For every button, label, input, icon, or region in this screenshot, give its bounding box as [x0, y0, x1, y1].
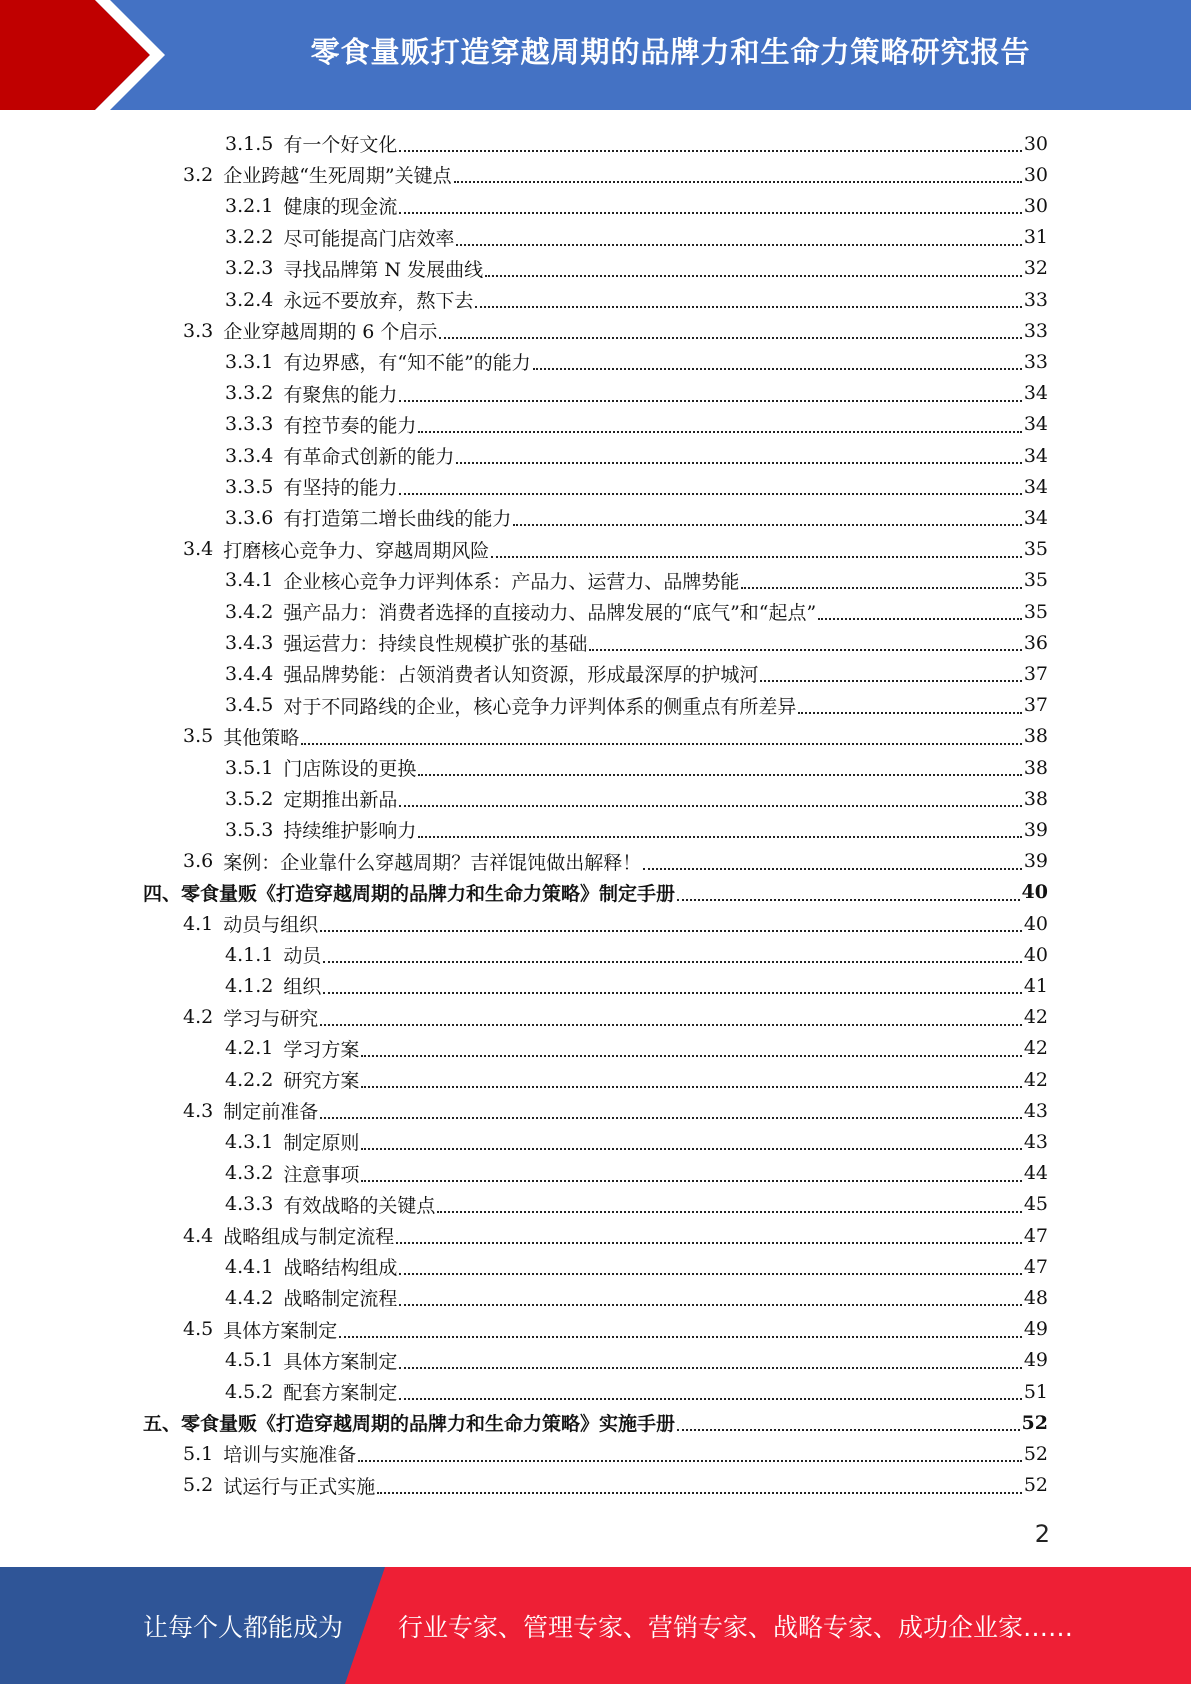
toc-dot-leader [475, 305, 1021, 308]
toc-entry-title: 试运行与正式实施 [223, 1475, 376, 1498]
toc-dot-leader [589, 648, 1021, 651]
toc-entry-number: 4.3.3 [225, 1193, 274, 1216]
toc-entry[interactable] [225, 939, 1048, 970]
toc-dot-leader [377, 1491, 1022, 1494]
toc-entry-page: 38 [1023, 756, 1048, 779]
toc-entry-title: 培训与实施准备 [223, 1444, 357, 1467]
toc-dot-leader [361, 1054, 1021, 1057]
toc-entry-title: 其他策略 [223, 726, 300, 749]
toc-dot-leader [399, 1366, 1021, 1369]
toc-entry-number: 3.3.6 [225, 506, 274, 529]
toc-entry[interactable] [225, 658, 1048, 689]
toc-entry-title: 有聚焦的能力 [283, 383, 398, 406]
toc-entry-number: 4.3 [183, 1099, 214, 1122]
toc-entry-title: 持续维护影响力 [283, 820, 417, 843]
toc-entry[interactable] [183, 534, 1048, 565]
toc-dot-leader [361, 1085, 1021, 1088]
toc-entry[interactable] [143, 877, 1048, 908]
toc-entry-number: 4.3.1 [225, 1130, 274, 1153]
toc-entry-number: 3.5.2 [225, 787, 274, 810]
toc-dot-leader [399, 399, 1021, 402]
toc-entry-title: 动员 [283, 945, 322, 968]
toc-entry-page: 44 [1023, 1162, 1048, 1185]
toc-entry[interactable] [183, 1438, 1048, 1469]
toc-entry-number: 3.5.1 [225, 756, 274, 779]
toc-dot-leader [301, 742, 1022, 745]
toc-entry[interactable] [225, 440, 1048, 471]
toc-entry-title: 有打造第二增长曲线的能力 [283, 508, 512, 531]
toc-entry-number: 3.3.4 [225, 444, 274, 467]
toc-entry-page: 35 [1023, 600, 1048, 623]
toc-entry[interactable] [225, 1282, 1048, 1313]
toc-dot-leader [399, 149, 1021, 152]
toc-entry-page: 34 [1023, 506, 1048, 529]
toc-entry[interactable] [225, 1158, 1048, 1189]
footer-banner [0, 1567, 1191, 1684]
toc-entry[interactable] [183, 721, 1048, 752]
toc-entry-page: 37 [1023, 694, 1048, 717]
toc-dot-leader [418, 430, 1021, 433]
toc-entry-title: 战略制定流程 [283, 1288, 398, 1311]
toc-entry-title: 配套方案制定 [283, 1382, 398, 1404]
toc-dot-leader [358, 1459, 1022, 1462]
toc-entry-number: 3.4.1 [225, 569, 274, 592]
toc-dot-leader [643, 867, 1022, 870]
toc-dot-leader [677, 1428, 1020, 1431]
footer-slogan-right: 行业专家、管理专家、营销专家、战略专家、成功企业家…… [398, 1612, 1074, 1642]
toc-entry-number: 4.2.1 [225, 1037, 274, 1060]
toc-entry-title: 注意事项 [283, 1163, 360, 1186]
toc-entry-title: 研究方案 [283, 1070, 360, 1092]
toc-entry-number: 4.4.2 [225, 1286, 274, 1309]
toc-entry-page: 42 [1023, 1068, 1048, 1091]
toc-entry-number: 4.2 [183, 1006, 214, 1029]
toc-entry-title: 有革命式创新的能力 [283, 446, 455, 468]
toc-entry-title: 有坚持的能力 [283, 477, 398, 500]
toc-entry-page: 30 [1023, 194, 1048, 217]
toc-dot-leader [399, 492, 1021, 495]
toc-entry-number: 3.3.2 [225, 382, 274, 405]
toc-dot-leader [454, 180, 1022, 183]
toc-entry[interactable] [183, 1220, 1048, 1251]
toc-entry-title: 战略结构组成 [283, 1257, 398, 1280]
toc-entry-page: 38 [1023, 725, 1048, 748]
toc-entry-number: 3.4.3 [225, 631, 274, 654]
toc-entry-title: 企业穿越周期的 6 个启示 [223, 321, 438, 344]
toc-entry-page: 40 [1023, 912, 1048, 935]
toc-entry[interactable] [225, 409, 1048, 440]
toc-entry[interactable] [225, 1064, 1048, 1095]
toc-entry-number: 3.2.1 [225, 194, 274, 217]
toc-entry-title: 企业跨越“生死周期”关键点 [223, 165, 452, 188]
toc-entry-page: 51 [1023, 1380, 1048, 1403]
toc-entry-title: 寻找品牌第 N 发展曲线 [283, 258, 484, 281]
toc-entry[interactable] [225, 596, 1048, 627]
toc-entry-number: 3.3.1 [225, 350, 274, 373]
toc-entry-number: 4.1 [183, 912, 214, 935]
toc-entry[interactable] [225, 627, 1048, 658]
toc-entry[interactable] [225, 378, 1048, 409]
toc-entry[interactable] [225, 502, 1048, 533]
toc-entry[interactable] [225, 222, 1048, 253]
toc-entry-title: 永远不要放弃，熬下去 [283, 290, 474, 312]
toc-entry-page: 41 [1023, 974, 1048, 997]
toc-entry-number: 3.3.5 [225, 475, 274, 498]
toc-dot-leader [320, 1023, 1022, 1026]
toc-dot-leader [418, 773, 1021, 776]
toc-entry-title: 学习方案 [283, 1038, 360, 1061]
toc-entry-number: 3.4.2 [225, 600, 274, 623]
toc-entry-page: 47 [1023, 1224, 1048, 1247]
toc-entry-title: 门店陈设的更换 [283, 758, 417, 780]
toc-entry-page: 52 [1023, 1442, 1048, 1465]
toc-entry-page: 30 [1023, 132, 1048, 155]
toc-entry[interactable] [183, 1095, 1048, 1126]
toc-entry-number: 3.4 [183, 538, 214, 561]
toc-entry-title: 健康的现金流 [283, 196, 398, 219]
toc-entry-page: 32 [1023, 257, 1048, 280]
toc-entry-page: 34 [1023, 475, 1048, 498]
toc-entry-number: 3.4.5 [225, 694, 274, 717]
toc-entry-page: 34 [1023, 444, 1048, 467]
toc-dot-leader [439, 336, 1021, 339]
toc-entry-page: 31 [1023, 226, 1048, 249]
toc-entry[interactable] [225, 190, 1048, 221]
toc-entry[interactable] [225, 783, 1048, 814]
toc-entry-page: 34 [1023, 382, 1048, 405]
toc-entry[interactable] [225, 970, 1048, 1001]
toc-entry-title: 学习与研究 [223, 1007, 319, 1030]
toc-entry-title: 尽可能提高门店效率 [283, 227, 455, 250]
toc-entry-number: 3.1.5 [225, 132, 274, 155]
toc-dot-leader [323, 960, 1021, 963]
toc-entry[interactable] [225, 1376, 1048, 1407]
toc-entry-number: 3.5 [183, 725, 214, 748]
toc-entry-title: 动员与组织 [223, 914, 319, 936]
toc-entry-page: 48 [1023, 1286, 1048, 1309]
toc-dot-leader [677, 898, 1020, 901]
toc-dot-leader [418, 835, 1021, 838]
toc-entry-number: 5.2 [183, 1474, 214, 1497]
toc-entry[interactable] [183, 1314, 1048, 1345]
toc-dot-leader [741, 586, 1021, 589]
toc-entry[interactable] [225, 1345, 1048, 1376]
toc-entry[interactable] [225, 565, 1048, 596]
toc-dot-leader [399, 211, 1021, 214]
toc-dot-leader [396, 1241, 1022, 1244]
toc-entry[interactable] [225, 1189, 1048, 1220]
toc-entry-title: 企业核心竞争力评判体系：产品力、运营力、品牌势能 [283, 570, 740, 593]
document-title: 零食量贩打造穿越周期的品牌力和生命力策略研究报告 [310, 34, 1031, 69]
toc-entry[interactable] [225, 128, 1048, 159]
toc-entry-page: 35 [1023, 538, 1048, 561]
toc-dot-leader [818, 617, 1022, 620]
toc-entry-page: 49 [1023, 1318, 1048, 1341]
toc-dot-leader [339, 1335, 1022, 1338]
toc-dot-leader [456, 461, 1021, 464]
toc-entry-page: 38 [1023, 787, 1048, 810]
toc-dot-leader [798, 711, 1021, 714]
toc-entry-page: 52 [1021, 1411, 1048, 1434]
toc-entry[interactable] [183, 1470, 1048, 1501]
toc-dot-leader [320, 929, 1022, 932]
toc-entry-number: 4.3.2 [225, 1162, 274, 1185]
toc-entry-page: 36 [1023, 631, 1048, 654]
toc-entry-title: 战略组成与制定流程 [223, 1226, 395, 1248]
toc-entry-number: 3.2 [183, 163, 214, 186]
toc-entry-page: 49 [1023, 1349, 1048, 1372]
toc-entry-title: 对于不同路线的企业，核心竞争力评判体系的侧重点有所差异 [283, 695, 797, 718]
toc-dot-leader [760, 679, 1021, 682]
toc-dot-leader [456, 243, 1021, 246]
toc-entry-title: 五、零食量贩《打造穿越周期的品牌力和生命力策略》实施手册 [143, 1413, 676, 1436]
toc-entry[interactable] [225, 814, 1048, 845]
toc-dot-leader [320, 1116, 1022, 1119]
toc-entry-title: 定期推出新品 [283, 789, 398, 812]
toc-entry-title: 有边界感，有“知不能”的能力 [283, 352, 531, 375]
toc-entry[interactable] [225, 690, 1048, 721]
toc-entry-title: 制定前准备 [223, 1101, 319, 1124]
toc-entry-number: 4.5 [183, 1318, 214, 1341]
toc-entry-title: 打磨核心竞争力、穿越周期风险 [223, 539, 490, 562]
toc-entry-title: 强产品力：消费者选择的直接动力、品牌发展的“底气”和“起点” [283, 602, 817, 624]
toc-entry[interactable] [225, 346, 1048, 377]
toc-entry-page: 43 [1023, 1130, 1048, 1153]
toc-entry-number: 3.6 [183, 850, 214, 873]
toc-entry-number: 4.5.1 [225, 1349, 274, 1372]
toc-dot-leader [513, 523, 1021, 526]
toc-entry-title: 制定原则 [283, 1132, 360, 1155]
toc-entry[interactable] [225, 1126, 1048, 1157]
toc-entry-title: 具体方案制定 [283, 1350, 398, 1373]
toc-entry[interactable] [225, 1251, 1048, 1282]
toc-entry-number: 4.4 [183, 1224, 214, 1247]
toc-dot-leader [491, 555, 1022, 558]
toc-entry[interactable] [225, 471, 1048, 502]
toc-entry-page: 45 [1023, 1193, 1048, 1216]
toc-entry-number: 4.4.1 [225, 1255, 274, 1278]
toc-entry-page: 39 [1023, 818, 1048, 841]
toc-entry-title: 案例：企业靠什么穿越周期？吉祥馄饨做出解释！ [223, 851, 642, 874]
toc-entry-page: 52 [1023, 1474, 1048, 1497]
footer-slogan-left: 让每个人都能成为 [143, 1612, 344, 1642]
toc-entry-number: 3.2.4 [225, 288, 274, 311]
toc-entry-page: 47 [1023, 1255, 1048, 1278]
toc-entry[interactable] [225, 1033, 1048, 1064]
toc-entry[interactable] [225, 253, 1048, 284]
toc-entry-number: 3.3 [183, 319, 214, 342]
toc-entry-page: 33 [1023, 319, 1048, 342]
toc-dot-leader [437, 1210, 1021, 1213]
toc-entry[interactable] [183, 159, 1048, 190]
toc-entry-title: 有效战略的关键点 [283, 1194, 436, 1217]
toc-dot-leader [399, 804, 1021, 807]
toc-entry-number: 4.1.1 [225, 943, 274, 966]
toc-entry[interactable] [183, 1002, 1048, 1033]
toc-entry-page: 33 [1023, 350, 1048, 373]
toc-dot-leader [323, 991, 1021, 994]
toc-entry-number: 3.5.3 [225, 818, 274, 841]
toc-entry[interactable] [225, 752, 1048, 783]
toc-entry-page: 37 [1023, 662, 1048, 685]
toc-dot-leader [485, 274, 1022, 277]
toc-entry-number: 3.2.3 [225, 257, 274, 280]
toc-entry-title: 具体方案制定 [223, 1319, 338, 1342]
toc-entry[interactable] [225, 284, 1048, 315]
toc-entry[interactable] [183, 846, 1048, 877]
toc-entry-title: 有控节奏的能力 [283, 414, 417, 437]
toc-entry-number: 3.4.4 [225, 662, 274, 685]
toc-entry-number: 4.2.2 [225, 1068, 274, 1091]
toc-entry[interactable] [183, 908, 1048, 939]
toc-entry-number: 4.5.2 [225, 1380, 274, 1403]
toc-dot-leader [399, 1303, 1021, 1306]
toc-entry-number: 5.1 [183, 1442, 214, 1465]
page-number: 2 [1034, 1520, 1050, 1548]
toc-entry-page: 42 [1023, 1006, 1048, 1029]
toc-entry-page: 30 [1023, 163, 1048, 186]
toc-dot-leader [361, 1179, 1021, 1182]
toc-entry-page: 39 [1023, 850, 1048, 873]
toc-entry-title: 有一个好文化 [283, 134, 398, 156]
toc-entry-title: 强运营力：持续良性规模扩张的基础 [283, 633, 588, 656]
toc-dot-leader [361, 1147, 1021, 1150]
toc-entry-page: 40 [1021, 881, 1048, 904]
toc-entry-page: 35 [1023, 569, 1048, 592]
toc-entry-page: 40 [1023, 943, 1048, 966]
toc-dot-leader [399, 1397, 1021, 1400]
toc-entry-page: 42 [1023, 1037, 1048, 1060]
toc-entry[interactable] [143, 1407, 1048, 1438]
toc-entry-number: 4.1.2 [225, 974, 274, 997]
toc-entry-page: 33 [1023, 288, 1048, 311]
toc-entry-number: 3.3.3 [225, 413, 274, 436]
header-banner [0, 0, 1191, 110]
toc-entry-page: 34 [1023, 413, 1048, 436]
toc-entry-page: 43 [1023, 1099, 1048, 1122]
toc-dot-leader [399, 1272, 1021, 1275]
toc-entry-title: 强品牌势能：占领消费者认知资源，形成最深厚的护城河 [283, 664, 759, 687]
toc-entry[interactable] [183, 315, 1048, 346]
toc-entry-number: 3.2.2 [225, 226, 274, 249]
toc-entry-title: 组织 [283, 976, 322, 999]
toc-entry-title: 四、零食量贩《打造穿越周期的品牌力和生命力策略》制定手册 [143, 882, 676, 905]
toc-dot-leader [533, 367, 1022, 370]
